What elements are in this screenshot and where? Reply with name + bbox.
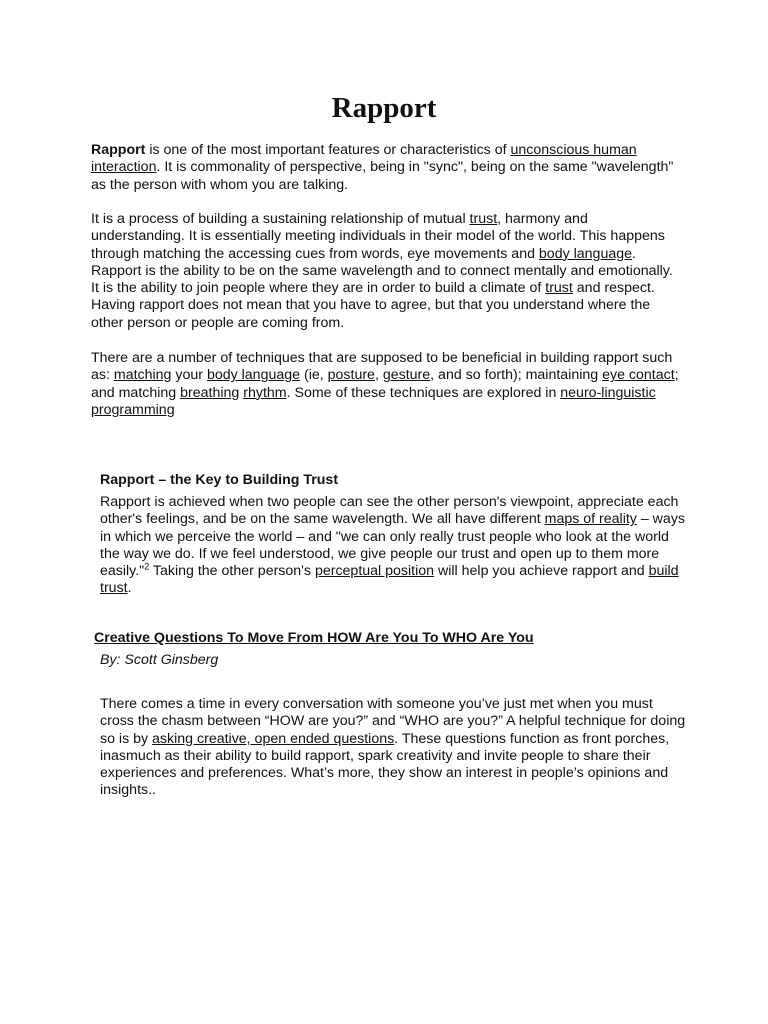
underlined-link[interactable]: build trust [100, 563, 679, 597]
text-run: – ways in which we perceive the world – and "we can only really trust people who look at the world the way we do. If we feel understood, we give people our trust and open up to them more easily." [100, 511, 686, 580]
underlined-link[interactable]: breathing [180, 384, 240, 401]
underlined-link[interactable]: eye contact [602, 367, 675, 384]
section-body-key-to-trust [100, 494, 690, 598]
section-heading-creative-questions: Creative Questions To Move From HOW Are You To WHO Are You [94, 630, 534, 646]
section-body-creative-questions [100, 696, 690, 800]
text-run: , and so forth); maintaining [430, 367, 603, 384]
section-heading-key-to-trust: Rapport – the Key to Building Trust [100, 472, 339, 488]
text-run: . [127, 580, 132, 597]
underlined-link[interactable]: posture [327, 367, 375, 384]
text-run: There comes a time in every conversation with someone you’ve just met when you must cross the chasm between “HOW are you?” and “WHO are you?” A helpful technique for doing so is by [100, 696, 686, 747]
intro-paragraph-definition [91, 142, 683, 194]
underlined-link[interactable]: rhythm [243, 384, 287, 401]
underlined-link[interactable]: gesture [382, 367, 431, 384]
text-run: Rapport is achieved when two people can see the other person's viewpoint, appreciate each other's feelings, and be on the same wavelength. We all have different [100, 494, 679, 528]
underlined-link[interactable]: neuro-linguistic programming [91, 384, 656, 418]
intro-paragraph-process [91, 211, 683, 332]
underlined-link[interactable]: asking creative, open ended questions [152, 730, 395, 747]
underlined-link[interactable]: maps of reality [544, 511, 637, 528]
underlined-link[interactable]: matching [113, 367, 172, 384]
text-run: your [171, 367, 207, 384]
intro-paragraph-techniques [91, 350, 683, 419]
article-byline: By: Scott Ginsberg [100, 652, 219, 668]
text-run: Taking the other person's [149, 563, 315, 580]
text-run: , [374, 367, 383, 384]
text-run: will help you achieve rapport and [434, 563, 649, 580]
text-run: (ie, [300, 367, 328, 384]
text-run: and respect. Having rapport does not mean that you have to agree, but that you understand where the other person or people are coming from. [91, 280, 655, 331]
text-run: . Rapport is the ability to be on the same wavelength and to connect mentally and emotionally. It is the ability to join people where they are in order to build a climate of [91, 245, 673, 297]
underlined-link[interactable]: body language [206, 367, 301, 384]
text-run: . These questions function as front porches, inasmuch as their ability to build rapport, spark creativity and invite people to share their experiences and preferences. What’s more, they show an interest in people’s opinions and insights.. [100, 730, 670, 799]
text-run: It is a process of building a sustaining relationship of mutual [91, 211, 470, 227]
footnote-marker: 2 [144, 561, 150, 572]
text-run: ; and matching [91, 367, 679, 401]
underlined-link[interactable]: perceptual position [314, 563, 435, 580]
text-run: is one of the most important features or characteristics of [145, 142, 511, 158]
underlined-link[interactable]: trust [545, 280, 573, 297]
bold-term: Rapport [91, 142, 146, 158]
page-title: Rapport [331, 92, 437, 124]
text-run: There are a number of techniques that are supposed to be beneficial in building rapport such as: [91, 350, 673, 384]
text-run: . It is commonality of perspective, being in "sync", being on the same "wavelength" as the person with whom you are talking. [91, 159, 674, 193]
underlined-link[interactable]: trust [469, 211, 498, 227]
underlined-link[interactable]: unconscious human interaction [91, 142, 637, 176]
underlined-link[interactable]: body language [538, 245, 633, 262]
text-run: . Some of these techniques are explored in [286, 384, 561, 401]
text-run: , harmony and understanding. It is essentially meeting individuals in their model of the world. This happens through matching the accessing cues from words, eye movements and [91, 211, 665, 262]
